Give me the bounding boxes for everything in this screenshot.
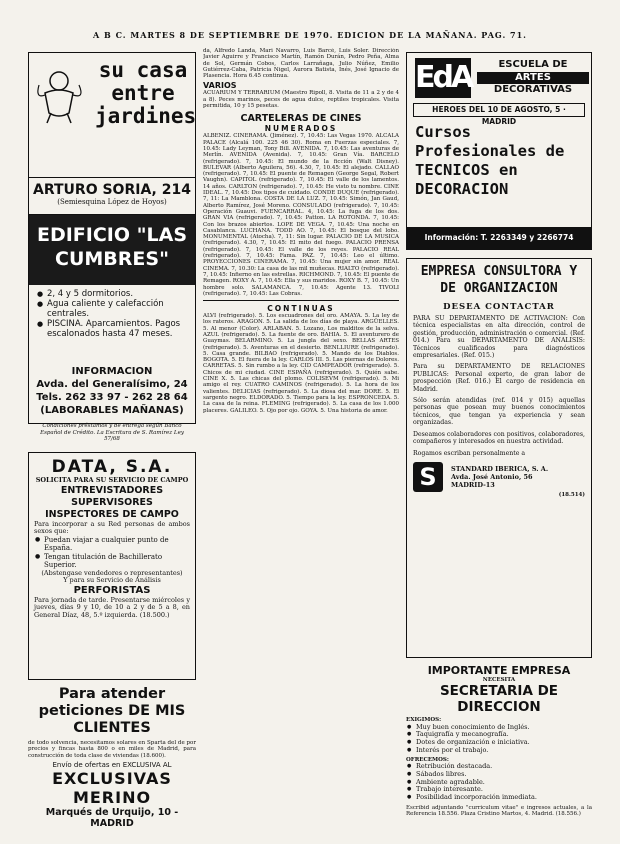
varios-title: VARIOS [203,81,237,91]
imp-footer: Escribid adjuntando "curriculum vitae" e ingresos actuales, a la Referencia 18.556. Plaza Cristino Martos, 4. Madrid. (18.556.) [406,805,592,818]
page-header: A B C. MARTES 8 DE SEPTIEMBRE DE 1970. EDICION DE LA MAÑANA. PAG. 71. [93,30,527,40]
imp-headline: IMPORTANTE EMPRESA [427,664,571,677]
ad-jardines-top [29,53,195,178]
list-item: ● Interés por el trabajo. [406,747,592,755]
ad-data-subtitle: SOLICITA PARA SU SERVICIO DE CAMPO [35,476,189,484]
intro-text: da, Alfredo Landa, Mari Navarro, Luis Barcé, Luis Soler. Dirección Javier Aguirre y Francisco Martín, Ramón Durán, Pedro Peña, Alma de Sol, Germán Cobos, Carlos Larrañaga, Julio Núñez, Emilio Gutiérrez-Caba, Patricia Nigel, Aurora Batista, Inés, José Ignacio de Plasencia. Hora 6.45 continua. [203,48,399,80]
ad-merino-address: Marqués de Urquijo, 10 - MADRID [45,806,179,829]
ad-jardines-headline: su casa entre jardines [95,58,196,128]
ad-merino-offer: Envío de ofertas en EXCLUSIVA AL [52,760,172,769]
info-phone: Tels. 262 33 97 - 262 28 64 [36,392,188,403]
escuela-name-line: ESCUELA DE [498,59,568,70]
continuas-title: CONTINUAS [267,304,335,314]
numerados-text: ALBENIZ. CINERAMA. (Jiménez). 7, 10.45: Las Vegas 1970. ALCALA PALACE (Alcalá 100. 225 46 30). Roma en Fuerzas especiales. 7, 10.45: Lady Leyman, Tony Bill. AVENIDA. 7, 10.45: Las aventuras de Merlín. AVENIDA (Avenida). 7, 10.45: Gran Vía. BARCELO (refrigerado). 7, 10.45: El mundo de la ficción (Walt Disney). BULEVAR (Alberto Aguilera, 56). 4.30, 7, 10.45: El alejado. CALLAO (refrigerado). 7, 10.45: El puente de Remagen (George Segal, Robert Vaughn). CAPITOL (refrigerado). 7, 10.45: El valle de los lamentos. 14 años. CARLTON (refrigerado). 7, 10.45: He visto tu nombre. CINE IDEAL. 7, 10.45: Dos tipos de cuidado. CONDE DUQUE (refrigerado). 7, 11: La Mamblona. COSTA DE LA LUZ. 7, 10.45: Simón, Jan Gaud, Alberto Ramírez, José Moreno. CONSULADO (refrigerado). 7, 10.45: Operación Guauvi. FUENCARRAL. 4, 10.45: La fuga de los dos. GRAN VIA (refrigerado). 7, 10.45: Patton. LA ROTONDA. 7, 10.45: Con los brazos abiertos. LOPE DE VEGA. 7, 10.45: Una noche en Casablanca. LUCHANA. TODD AO. 7, 10.45: El bosque del lobo. MONUMENTAL (Atocha). 7, 11: Sin lugar. PALACIO DE LA MUSICA (refrigerado). 4.30, 7, 10.45: El mito del fuego. PALACIO PRENSA (refrigerado). 7, 10.45: El valle de los reyes. PALACIO REAL (refrigerado). 7, 10.45: Fama. PAZ. 7, 10.45: Leo el último. PROYECCIONES CINERAMA. 7, 10.45: Una mujer sin amor. REAL CINEMA. 7, 10.30: La casa de las mil muñecas. RIALTO (refrigerado). 7, 10.45: Infierno en las estrellas. RICHMOND. 7, 10.45: El puente de Remagen. ROXY A. 7, 10.45: Ella y sus maridos. ROXY B. 7, 10.45: Un hombre solo. SALAMANCA. 7, 10.45: Agente 13. TIVOLI (refrigerado). 7, 10.45: Las Cobras. [203,133,399,297]
escuela-info: Información: T. 2263349 y 2266774 [407,227,591,249]
ad-merino-body: de todo solvencia, necesitamos solares en Sparta del de por precios y fincas hasta 800 o en miles de Madrid, para construcción de toda clase de viviendas (18.600). [28,740,196,759]
carteleras-title: CARTELERAS DE CINES [240,113,362,125]
varios-text: ACUARIUM Y TERRARIUM (Maestro Ripoll, 8. Visita de 11 a 2 y de 4 a 8). Peces marinos, peces de agua dulce, reptiles tropicales. Visita permitida, 10 y 15 pesetas. [203,90,399,110]
ad-jardines-footer: Condiciones préstamos y de entrega según Banco Español de Crédito. La Escritura de S. Ramírez Ley 57/68 [40,423,184,442]
ad-data-perf: PERFORISTAS [73,584,151,596]
list-item: ● Retribución destacada. [406,763,592,771]
continuas-text: ALVI (refrigerado). 5. Los escuadrones del oro. AMAYA. 5. La ley de los rateros. ARAGON. 5. La salida de los días de playa. ARGÜELLES. 5. Al menor (Color). ARLABAN. 5. Lozano, Los malditos de la selva. AZUL (refrigerado). 5. La fuente de oro. BAHIA. 5. El aventurero de Guaymas. BELARMINO. 5. La jungla del sexo. BELLAS ARTES (refrigerado). 5. Aventuras en el desierto. BENLLIURE (refrigerado). 5. Casa grande. BILBAO (refrigerado). 5. Mando de los Diablos. BOGOTA. 5. El fuera de la ley. CARLOS III. 5. Las piernas de Dolores. CARRETAS. 5. Sin rumbo a la ley. CID CAMPEADOR (refrigerado). 5. Chicos de mi ciudad. CINE ESPAÑA (refrigerado). 5. Quién sabe. CINE X. 5. Las chicas del plomo. COLISEVM (refrigerado). 5. Mi amigo el rey. CUATRO CAMINOS (refrigerado). 5. La hora de los valientes. DELICIAS (refrigerado). 5. La diosa del mar. DORE. 5. El sargento negro. ELDORADO. 5. Tiempo para la ley. ESPRONCEDA. 5. La casa de la reina. FLEMING (refrigerado). 5. La casa de los 1.000 placeres. GALILEO. 5. Ojo por ojo. GOYA. 5. Una historia de amor. [203,313,399,414]
info-title: INFORMACION [71,366,153,377]
feature-item: ● Agua caliente y calefacción centrales. [37,299,189,319]
list-item: ● Taquigrafía y mecanografía. [406,731,592,739]
address-main: ARTURO SORIA, 214 [33,182,191,198]
empresa-ref: (18.514) [558,491,585,498]
feature-item: ● PISCINA. Aparcamientos. Pagos escalonados hasta 47 meses. [37,319,189,339]
left-column [28,48,196,840]
list-item: ● Tengan titulación de Bachillerato Superior. [34,553,190,570]
empresa-para: PARA SU DEPARTAMENTO DE ACTIVACION: Con técnica especialistas en alta dirección, control de gestión, producción, administración o comercial. (Ref. 014.) Para su DEPARTAMENTO DE ANALISIS: Técnicos cualificados para diagnósticos empresariales. (Ref. 015.) [413,315,585,360]
ad-jardines [28,52,196,442]
ad-merino-headline: Para atender peticiones DE MIS CLIENTES [38,686,186,736]
ad-merino [28,686,196,836]
list-item: ● Dotes de organización e iniciativa. [406,739,592,747]
info-hours: (LABORABLES MAÑANAS) [40,405,184,416]
info-address: Avda. del Generalísimo, 24 [36,379,188,390]
features-list [29,285,195,363]
ad-jardines-address [29,178,195,215]
ad-importante [406,664,592,840]
escuela-top [407,53,591,103]
list-item: ● Ambiente agradable. [406,779,592,787]
imp-role: SECRETARIA DE DIRECCION [439,683,559,716]
escuela-logo: EdA [415,58,471,98]
empresa-solo: Sólo serán atendidas (ref. 014 y 015) aquellas personas que posean muy buenos conocimientos técnicos, que tengan ya experiencia y sean organizadas. [413,397,585,427]
imp-necesita: NECESITA [482,677,516,683]
escuela-name-line: ARTES [477,72,589,85]
ad-empresa [406,258,592,658]
middle-column [203,48,399,840]
list-note: (Abstengase vendedores o representantes) [41,568,183,577]
ad-data-perf-text: Para jornada de tarde. Presentarse miércoles y jueves, días 9 y 10, de 10 a 2 y de 5 a 8, en General Díaz, 48, 5.º izquierda. (18.500.) [34,595,190,619]
standard-block [413,462,585,492]
standard-city: MADRID-13 [451,480,495,489]
standard-address: Avda. José Antonio, 56 [451,472,533,481]
ad-data-intro: Para incorporar a su Red personas de ambos sexos que: [34,519,190,535]
standard-text [443,465,548,489]
empresa-para2: Para su DEPARTAMENTO DE RELACIONES PUBLICAS: Personal experto, de gran labor de prospección (Ref. 016.) El cargo de residencia en Madrid. [413,363,585,393]
list-item: ● Muy buen conocimiento de Inglés. [406,724,592,732]
info-block [29,363,195,417]
list-item: ● Trabajo interesante. [406,786,592,794]
right-column [406,48,592,840]
empresa-rogamos: Rogamos escriban personalmente a [413,449,526,457]
escuela-address: HEROES DEL 10 DE AGOSTO, 5 · MADRID [413,103,585,117]
numerados-title: NUMERADOS [264,124,338,134]
list-item: ● Puedan viajar a cualquier punto de España. [34,536,190,553]
ad-merino-company: EXCLUSIVAS MERINO [52,768,172,807]
address-sub: (Semiesquina López de Hoyos) [57,198,167,206]
list-item: ● Posibilidad incorporación inmediata. [406,794,592,802]
imp-req-title: EXIGIMOS: [406,717,442,724]
empresa-desea: DESEA CONTACTAR [443,302,555,312]
divider [203,300,399,301]
empresa-headline: EMPRESA CONSULTORA Y DE ORGANIZACION [420,264,578,296]
ad-data [28,452,196,680]
list-item: ● Sábados libres. [406,771,592,779]
escuela-name-line: DECORATIVAS [493,84,573,95]
feature-item: ● 2, 4 y 5 dormitorios. [37,289,189,299]
cupid-illustration [35,65,85,125]
standard-name: STANDARD IBERICA, S. A. [451,464,549,473]
ad-data-title: DATA, S.A. [51,457,173,477]
imp-off-title: OFRECEMOS: [406,756,449,763]
escuela-name [477,59,589,97]
empresa-ofrece: Deseamos colaboradores con positivos, colaboradores, compañeros y interesados en nuestra actividad. [413,430,585,446]
standard-logo: S [413,462,443,492]
ad-escuela [406,52,592,250]
ad-data-roles: ENTREVISTADORES SUPERVISORES INSPECTORES DE CAMPO [45,484,179,520]
ad-data-also: Y para su Servicio de Análisis [63,576,161,584]
escuela-headline: Cursos Profesionales de TECNICOS en DECORACION [415,123,565,198]
building-name: EDIFICIO "LAS CUMBRES" [29,215,195,285]
